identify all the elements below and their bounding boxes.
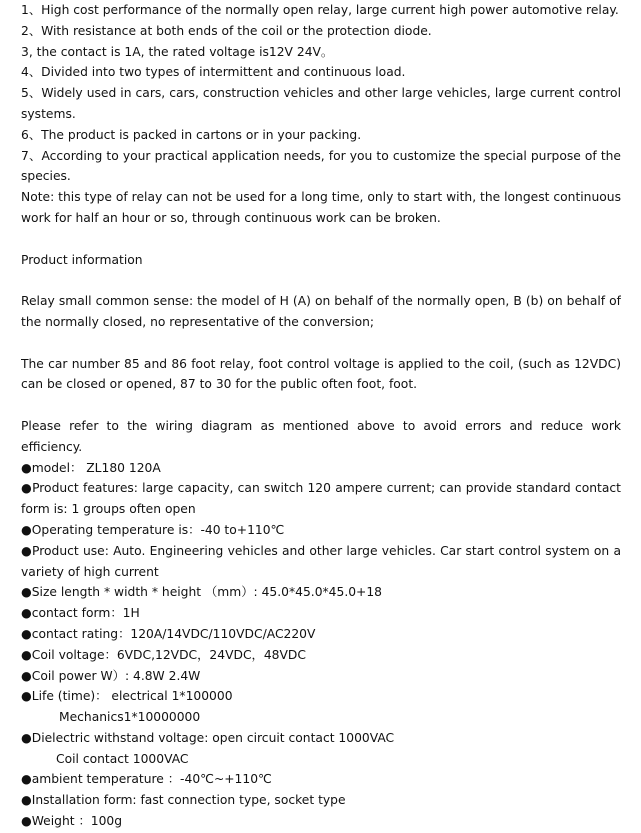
feature-item-7: 7、According to your practical application needs, for you to customize the special purpose of the — [21, 148, 621, 163]
spec-features-line-2: form is: 1 groups often open — [21, 502, 196, 517]
feature-item-6: 6、The product is packed in cartons or in your packing. — [21, 127, 362, 142]
spacer — [21, 270, 621, 291]
common-sense-line-1: Relay small common sense: the model of H (A) on behalf of the normally open, B (b) on behalf of — [21, 294, 621, 309]
foot-info-paragraph — [21, 354, 621, 396]
feature-item-1: 1、High cost performance of the normally open relay, large current high power automotive relay. — [21, 3, 619, 17]
spec-life-mechanics: Mechanics1*10000000 — [59, 710, 201, 725]
spec-dielectric-coil: Coil contact 1000VAC — [56, 751, 189, 766]
spec-use-line-2: variety of high current — [21, 564, 159, 579]
note-line-1: Note: this type of relay can not be used for a long time, only to start with, the longest continuous — [21, 190, 621, 205]
feature-item-7-cont: species. — [21, 169, 71, 184]
feature-item-2: 2、With resistance at both ends of the coil or the protection diode. — [21, 23, 432, 38]
feature-item-3: 3, the contact is 1A, the rated voltage is12V 24V。 — [21, 44, 334, 59]
wiring-note-line-2: efficiency. — [21, 439, 83, 454]
product-info-heading: Product information — [21, 252, 143, 267]
spec-coil-voltage: ●Coil voltage：6VDC,12VDC，24VDC，48VDC — [21, 647, 306, 662]
feature-list — [21, 0, 621, 187]
spacer — [21, 395, 621, 416]
spec-dielectric-open: ●Dielectric withstand voltage: open circuit contact 1000VAC — [21, 730, 395, 745]
spacer — [21, 333, 621, 354]
spec-installation: ●Installation form: fast connection type, socket type — [21, 793, 346, 808]
spacer — [21, 229, 621, 250]
spec-list — [21, 458, 621, 832]
note-line-2: work for half an hour or so, through continuous work can be broken. — [21, 210, 441, 225]
foot-info-line-2: can be closed or opened, 87 to 30 for the public often foot, foot. — [21, 377, 418, 392]
spec-ambient-temperature: ●ambient temperature ：-40℃~+110℃ — [21, 772, 272, 787]
foot-info-line-1: The car number 85 and 86 foot relay, foot control voltage is applied to the coil, (such as 12VDC) — [21, 356, 621, 371]
spec-life-electrical: ●Life (time)： electrical 1*100000 — [21, 689, 233, 704]
feature-item-5-cont: systems. — [21, 106, 76, 121]
spec-use-line-1: ●Product use: Auto. Engineering vehicles and other large vehicles. Car start control system on a — [21, 543, 621, 558]
feature-item-4: 4、Divided into two types of intermittent and continuous load. — [21, 65, 406, 80]
spec-coil-power: ●Coil power W）: 4.8W 2.4W — [21, 668, 201, 683]
spec-features-line-1: ●Product features: large capacity, can switch 120 ampere current; can provide standard contact — [21, 481, 621, 496]
spec-size: ●Size length * width * height （mm）: 45.0*45.0*45.0+18 — [21, 585, 382, 600]
common-sense-line-2: the normally closed, no representative of the conversion; — [21, 314, 375, 329]
spec-operating-temperature: ●Operating temperature is：-40 to+110℃ — [21, 522, 285, 537]
wiring-note-line-1: Please refer to the wiring diagram as mentioned above to avoid errors and reduce work — [21, 418, 621, 433]
note-paragraph — [21, 187, 621, 229]
spec-model: ●model： ZL180 120A — [21, 460, 161, 475]
wiring-note-paragraph — [21, 416, 621, 458]
spec-contact-rating: ●contact rating：120A/14VDC/110VDC/AC220V — [21, 626, 316, 641]
spec-contact-form: ●contact form：1H — [21, 606, 140, 621]
feature-item-5: 5、Widely used in cars, cars, construction vehicles and other large vehicles, large current control — [21, 86, 621, 101]
common-sense-paragraph — [21, 291, 621, 333]
spec-weight: ●Weight ：100g — [21, 814, 123, 829]
